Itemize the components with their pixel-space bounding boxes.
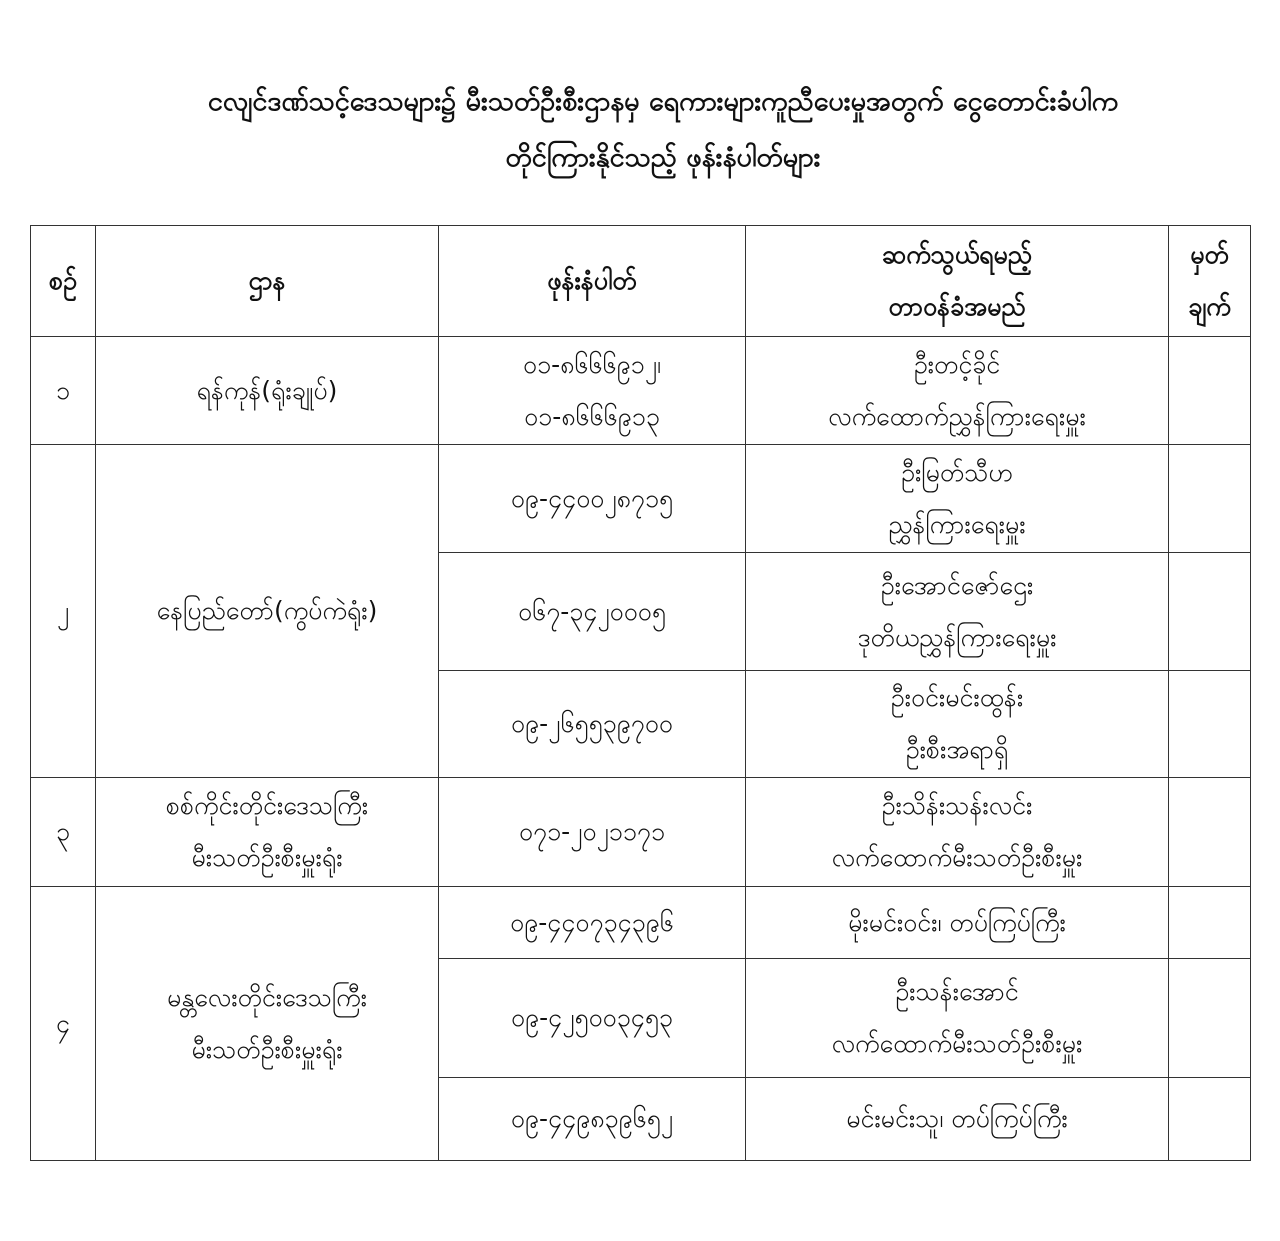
row-2c-remark	[1169, 671, 1251, 778]
table-row	[31, 778, 1251, 887]
row-1-department: ရန်ကုန်(ရုံးချုပ်)	[96, 337, 439, 445]
row-2a-contact-name: ဦးမြတ်သီဟ ညွှန်ကြားရေးမှူး	[746, 445, 1169, 553]
row-2b-remark	[1169, 553, 1251, 671]
row-4c-remark	[1169, 1078, 1251, 1161]
row-2-department: နေပြည်တော်(ကွပ်ကဲရုံး)	[96, 445, 439, 778]
row-4c-contact-name: မင်းမင်းသူ၊ တပ်ကြပ်ကြီး	[746, 1078, 1169, 1161]
row-4b-contact-name: ဦးသန်းအောင် လက်ထောက်မီးသတ်ဦးစီးမှူး	[746, 959, 1169, 1078]
complaint-phone-table	[30, 225, 1251, 1161]
row-2b-contact-name: ဦးအောင်ဇော်ဌေး ဒုတိယညွှန်ကြားရေးမှူး	[746, 553, 1169, 671]
row-1-contact-name: ဦးတင့်ခိုင် လက်ထောက်ညွှန်ကြားရေးမှူး	[746, 337, 1169, 445]
header-number: စဉ်	[31, 226, 96, 337]
row-4c-phone: ၀၉-၄၄၉၈၃၉၆၅၂	[439, 1078, 746, 1161]
header-department: ဌာန	[96, 226, 439, 337]
row-1-number: ၁	[31, 337, 96, 445]
row-4a-remark	[1169, 887, 1251, 959]
title-line-2: တိုင်ကြားနိုင်သည့် ဖုန်းနံပါတ်များ	[505, 142, 821, 173]
header-contact-name: ဆက်သွယ်ရမည့် တာဝန်ခံအမည်	[746, 226, 1169, 337]
row-3-department: စစ်ကိုင်းတိုင်းဒေသကြီး မီးသတ်ဦးစီးမှူးရုံး	[96, 778, 439, 887]
document-title	[46, 74, 1280, 186]
header-remark: မှတ် ချက်	[1169, 226, 1251, 337]
row-2-number: ၂	[31, 445, 96, 778]
row-4b-remark	[1169, 959, 1251, 1078]
table-row	[31, 337, 1251, 445]
row-1-phone: ၀၁-၈၆၆၆၉၁၂၊ ၀၁-၈၆၆၆၉၁၃	[439, 337, 746, 445]
header-phone: ဖုန်းနံပါတ်	[439, 226, 746, 337]
row-3-number: ၃	[31, 778, 96, 887]
row-4a-phone: ၀၉-၄၄၀၇၃၄၃၉၆	[439, 887, 746, 959]
title-line-1: ငလျင်ဒဏ်သင့်ဒေသများ၌ မီးသတ်ဦးစီးဌာနမှ ရေကားများကူညီပေးမှုအတွက် ငွေတောင်းခံပါက	[207, 86, 1119, 117]
row-4-department: မန္တလေးတိုင်းဒေသကြီး မီးသတ်ဦးစီးမှူးရုံး	[96, 887, 439, 1161]
table-row	[31, 887, 1251, 959]
row-4b-phone: ၀၉-၄၂၅၀၀၃၄၅၃	[439, 959, 746, 1078]
row-2c-phone: ၀၉-၂၆၅၅၃၉၇၀၀	[439, 671, 746, 778]
row-2a-remark	[1169, 445, 1251, 553]
row-4-number: ၄	[31, 887, 96, 1161]
row-3-contact-name: ဦးသိန်းသန်းလင်း လက်ထောက်မီးသတ်ဦးစီးမှူး	[746, 778, 1169, 887]
row-2c-contact-name: ဦးဝင်းမင်းထွန်း ဦးစီးအရာရှိ	[746, 671, 1169, 778]
row-2a-phone: ၀၉-၄၄၀၀၂၈၇၁၅	[439, 445, 746, 553]
table-header-row	[31, 226, 1251, 337]
row-1-remark	[1169, 337, 1251, 445]
row-2b-phone: ၀၆၇-၃၄၂၀၀၀၅	[439, 553, 746, 671]
row-4a-contact-name: မိုးမင်းဝင်း၊ တပ်ကြပ်ကြီး	[746, 887, 1169, 959]
table-row	[31, 445, 1251, 553]
row-3-remark	[1169, 778, 1251, 887]
row-3-phone: ၀၇၁-၂၀၂၁၁၇၁	[439, 778, 746, 887]
